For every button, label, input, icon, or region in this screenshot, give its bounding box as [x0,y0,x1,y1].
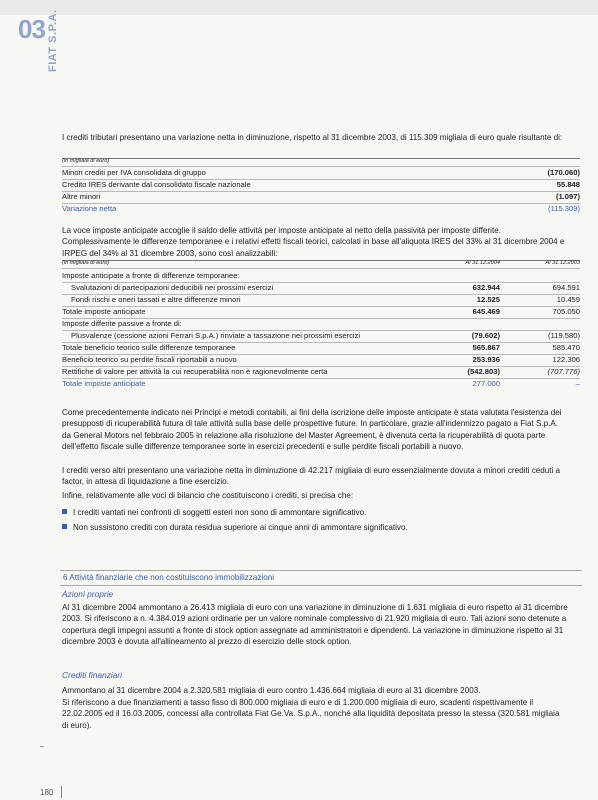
bullet-text: Non sussistono crediti con durata residua superiore ai cinque anni di ammontare significativo. [73,523,408,532]
table-row [62,318,580,331]
value-2004: (542.803) [467,367,500,376]
table-row [62,366,580,379]
table-row [62,330,580,343]
row-label: Svalutazioni di partecipazioni deducibili nei prossimi esercizi [71,283,274,292]
column-header-2003: Al 31.12.2003 [545,260,580,266]
unit-label: (in migliaia di euro) [62,260,110,266]
body-paragraph-2: I crediti verso altri presentano una variazione netta in diminuzione di 42.217 migliaia di euro essenzialmente dovuta a minori crediti ceduti a factor, in attesa di liquidazione a fine esercizio. [62,466,561,487]
value-2004: (79.602) [471,331,500,340]
table-row [62,270,580,283]
value-2003: (119.580) [548,331,580,340]
row-value: 55.848 [556,180,580,189]
intro-paragraph: I crediti tributari presentano una variazione netta in diminuzione, rispetto al 31 dicembre 2003, di 115.309 migliaia di euro quale risultante di: [62,133,563,142]
value-2004: 645.469 [472,307,500,316]
table-row [62,342,580,355]
row-label: Imposte differite passive a fronte di: [62,319,182,328]
value-2004: 632.944 [472,283,500,292]
azioni-proprie-paragraph: Al 31 dicembre 2004 ammontano a 26.413 migliaia di euro con una variazione in diminuzione di 1.631 migliaia di euro rispetto al 31 dicembre 2003. Si riferiscono a n. 4.384.019 azioni ordinarie per un valore nominale complessivo di 21.920 migliaia di euro. Tali azioni sono detenute a copertura degli impegni assunti a fronte di stock option assegnate ad amministratori e dipendenti. La variazione in diminuzione rispetto al 31 dicembre 2003 è dovuta all'allineamento al prezzo di esercizio delle stock option. [62,603,568,646]
value-2003: 694.591 [552,283,580,292]
table-row [62,354,580,367]
section-heading-box [60,570,582,586]
chapter-number: 03 [18,14,45,44]
page-number-rule [61,786,62,798]
crediti-finanziari-paragraph-1: Ammontano al 31 dicembre 2004 a 2.320.581 migliaia di euro contro 1.436.664 migliaia di euro al 31 dicembre 2003. [62,686,481,695]
row-value: (170.060) [547,168,580,177]
table-total-row [62,203,580,215]
row-label: Credito IRES derivante dal consolidato fiscale nazionale [62,180,251,189]
value-2003: 585.470 [552,343,580,352]
table-row [62,306,580,319]
bullet-square-icon [62,509,67,514]
table-row [62,179,580,192]
margin-mark [40,746,44,747]
row-label: Rettifiche di valore per attività la cui recuperabilità non è ragionevolmente certa [62,367,328,376]
total-value-2004: 277.000 [472,379,500,388]
row-label: Beneficio teorico su perdite fiscali riportabili a nuovo [62,355,237,364]
row-label: Totale beneficio teorico sulle differenze temporanee [62,343,236,352]
row-label: Imposte anticipate a fronte di differenze temporanee: [62,271,240,280]
value-2003: (707.776) [547,367,580,376]
value-2003: 122.306 [552,355,580,364]
row-value: (1.097) [555,192,580,201]
total-value-2003: – [575,379,580,388]
table-row [62,191,580,204]
value-2004: 253.936 [472,355,500,364]
row-label: Minori crediti per IVA consolidata di gruppo [62,168,206,177]
table-row [62,294,580,307]
bullet-item [62,507,568,518]
section-heading: 6 Attività finanziarie che non costituiscono immobilizzazioni [63,573,274,582]
table-row [62,167,580,180]
column-header-2004: Al 31.12.2004 [465,260,500,266]
subheading-crediti-finanziari: Crediti finanziari [62,670,123,680]
table-header-row [62,158,580,167]
section-side-title: FIAT S.P.A. [47,9,59,72]
bullet-square-icon [62,524,67,529]
row-label: Plusvalenze (cessione azioni Ferrari S.p.A.) rinviate a tassazione nei prossimi esercizi [71,331,361,340]
deferred-tax-paragraph: La voce imposte anticipate accoglie il saldo delle attività per imposte anticipate al netto della passività per imposte differite. Complessivamente le differenze temporanee e i relativi effetti fiscali teorici, calcolati in base all'aliquota IRES del 33% al 31 dicembre 2004 e IRPEG del 34% al 31 dicembre 2003, sono così analizzabili: [62,226,565,258]
table-row [62,282,580,295]
value-2003: 10.459 [556,295,580,304]
total-label: Variazione netta [62,204,117,213]
unit-label: (in migliaia di euro) [62,158,110,164]
row-label: Altre minori [62,192,101,201]
table-header-row [62,260,580,269]
row-label: Fondi rischi e oneri tassati e altre differenze minori [71,295,241,304]
value-2004: 565.867 [472,343,500,352]
table-total-row [62,378,580,390]
crediti-finanziari-paragraph-2: Si riferiscono a due finanziamenti a tasso fisso di 800.000 migliaia di euro e di 1.200.000 migliaia di euro, scadenti rispettivamente il 22.02.2005 ed il 16.03.2005, concessi alla controllata Fiat Ge.Va. S.p.A., nonché alla liquidità depositata presso la stessa (320.581 migliaia di euro). [62,698,560,730]
page-number: 180 [40,788,54,797]
row-label: Totale imposte anticipate [62,307,146,316]
value-2003: 705.050 [552,307,580,316]
top-band [0,0,598,15]
bullet-text: I crediti vantati nei confronti di soggetti esteri non sono di ammontare significativo. [73,508,367,517]
body-paragraph-1: Come precedentemente indicato nei Principi e metodi contabili, ai fini della iscrizione delle imposte anticipate è stata valutata l'esistenza dei presupposti di ricuperabilità futura di tale attività sulla base delle prospettive future. In particolare, grazie all'indennizzo pagato a Fiat S.p.A. da General Motors nel febbraio 2005 in relazione alla risoluzione del Master Agreement, è divenuta certa la ricuperabilità di quota parte dell'effetto fiscale sulle differenze temporanee sorte in esercizi precedenti e sulle perdite fiscali portabili a nuovo. [62,408,562,451]
total-value: (115.309) [548,204,580,213]
total-label: Totale imposte anticipate [62,379,146,388]
subheading-azioni-proprie: Azioni proprie [62,589,114,599]
value-2004: 12.525 [476,295,500,304]
bullet-item [62,522,568,533]
body-paragraph-3: Infine, relativamente alle voci di bilancio che costituiscono i crediti, si precisa che: [62,491,354,500]
